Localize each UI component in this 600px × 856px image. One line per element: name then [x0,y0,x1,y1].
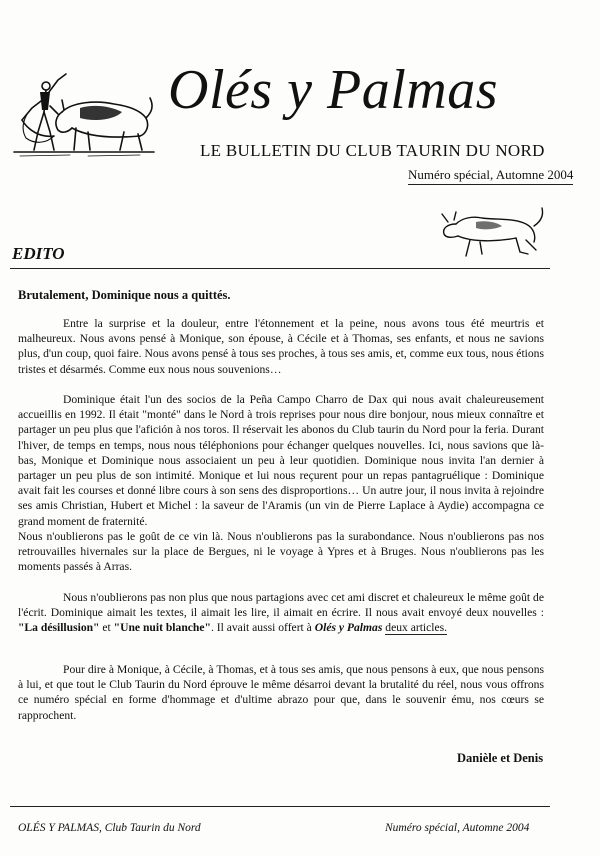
header-divider [10,268,550,269]
paragraph-text: Entre la surprise et la douleur, entre l'étonnement et la peine, nous avons tous été meurtris et malheureux. Nous avons pensé à Monique, son épouse, à Cécile et à Thomas, ses enfants, et nous ne savions plus, d'un coup, quoi faire. Nous avons pensé à tous ses proches, à tous ses amis, et, comme eux tous, nous étions tristes et désarmés. Comme eux nous nous souvenions… [18,317,544,376]
publication-name: Olés y Palmas [314,621,383,635]
signature: Danièle et Denis [457,751,544,765]
paragraph-text: Dominique était l'un des socios de la Peña Campo Charro de Dax qui nous avait chaleureusement accueillis en 1992. Il était "monté" dans le Nord à trois reprises pour nous dire bonjour, nous mieux connaître et partager un peu plus que l'afición à nos toros. Il réservait les abonos du Club taurin du Nord pour la feria. Durant l'hiver, de temps en temps, nous nous téléphonions pour échanger quelques nouvelles. Ici, nous savions que là-bas, Monique et Dominique nous associaient un peu à leur quotidien. Dominique nous invita l'an dernier à partager un peu plus de son intimité. Monique et lui nous reçurent pour un repas pantagruélique : Dominique avait fait les courses et donné libre cours à son sens des disproportions… Un autre jour, il nous invita à rejoindre ses amis Christian, Hubert et Michel : la saveur de l'Aramis (un vin de Pierre Laplace à Aydie) accompagna ce grand moment de fraternité. [18,393,544,528]
paragraph-text-run: et [99,621,114,635]
paragraph-text [18,590,544,636]
edition-label: Numéro spécial, Automne 2004 [408,167,573,185]
section-heading: EDITO [12,244,65,263]
paragraph-text-run: deux articles. [385,621,448,635]
paragraph-text: Nous n'oublierons pas le goût de ce vin là. Nous n'oublierons pas la surabondance. Nous n'oublierons pas nos retrouvailles hivernales sur la place de Bergues, ni le voyage à Ypres et à Bruges. Nous n'oublierons pas les moments passés à Arras. [18,529,544,574]
paragraph-text-run: Nous n'oublierons pas non plus que nous partagions avec cet ami discret et chaleureux le même goût de l'écrit. Dominique aimait les textes, il aimait les lire, il aimait en écrire. Il nous avait envoyé deux nouvelles : [18,591,544,620]
article-lead: Brutalement, Dominique nous a quittés. [18,288,231,302]
footer-divider [10,806,550,807]
article-paragraph-1 [18,316,544,377]
paragraph-text-run: . Il avait aussi offert à [210,621,315,635]
story-title: "La désillusion" [18,621,100,635]
story-title: "Une nuit blanche" [113,621,211,635]
footer-edition: Numéro spécial, Automne 2004 [385,822,530,834]
article-paragraph-4 [18,662,544,723]
article-paragraph-2 [18,392,544,574]
bull-sketch-icon [436,204,548,262]
footer-publication: OLÉS Y PALMAS, Club Taurin du Nord [18,822,201,834]
paragraph-text: Pour dire à Monique, à Cécile, à Thomas, et à tous ses amis, que nous pensons à eux, que nous pensons à lui, et que tout le Club Taurin du Nord éprouve le même désarroi devant la brutalité du réel, nous vous offrons ce numéro spécial en forme d'hommage et d'ultime abrazo pour que, dans le souvenir ému, nos cœurs se rapprochent. [18,663,544,722]
article-paragraph-3 [18,590,544,636]
masthead-title: Olés y Palmas [168,59,499,121]
masthead-subtitle: LE BULLETIN DU CLUB TAURIN DU NORD [200,141,545,160]
matador-bull-illustration-icon [10,72,158,160]
